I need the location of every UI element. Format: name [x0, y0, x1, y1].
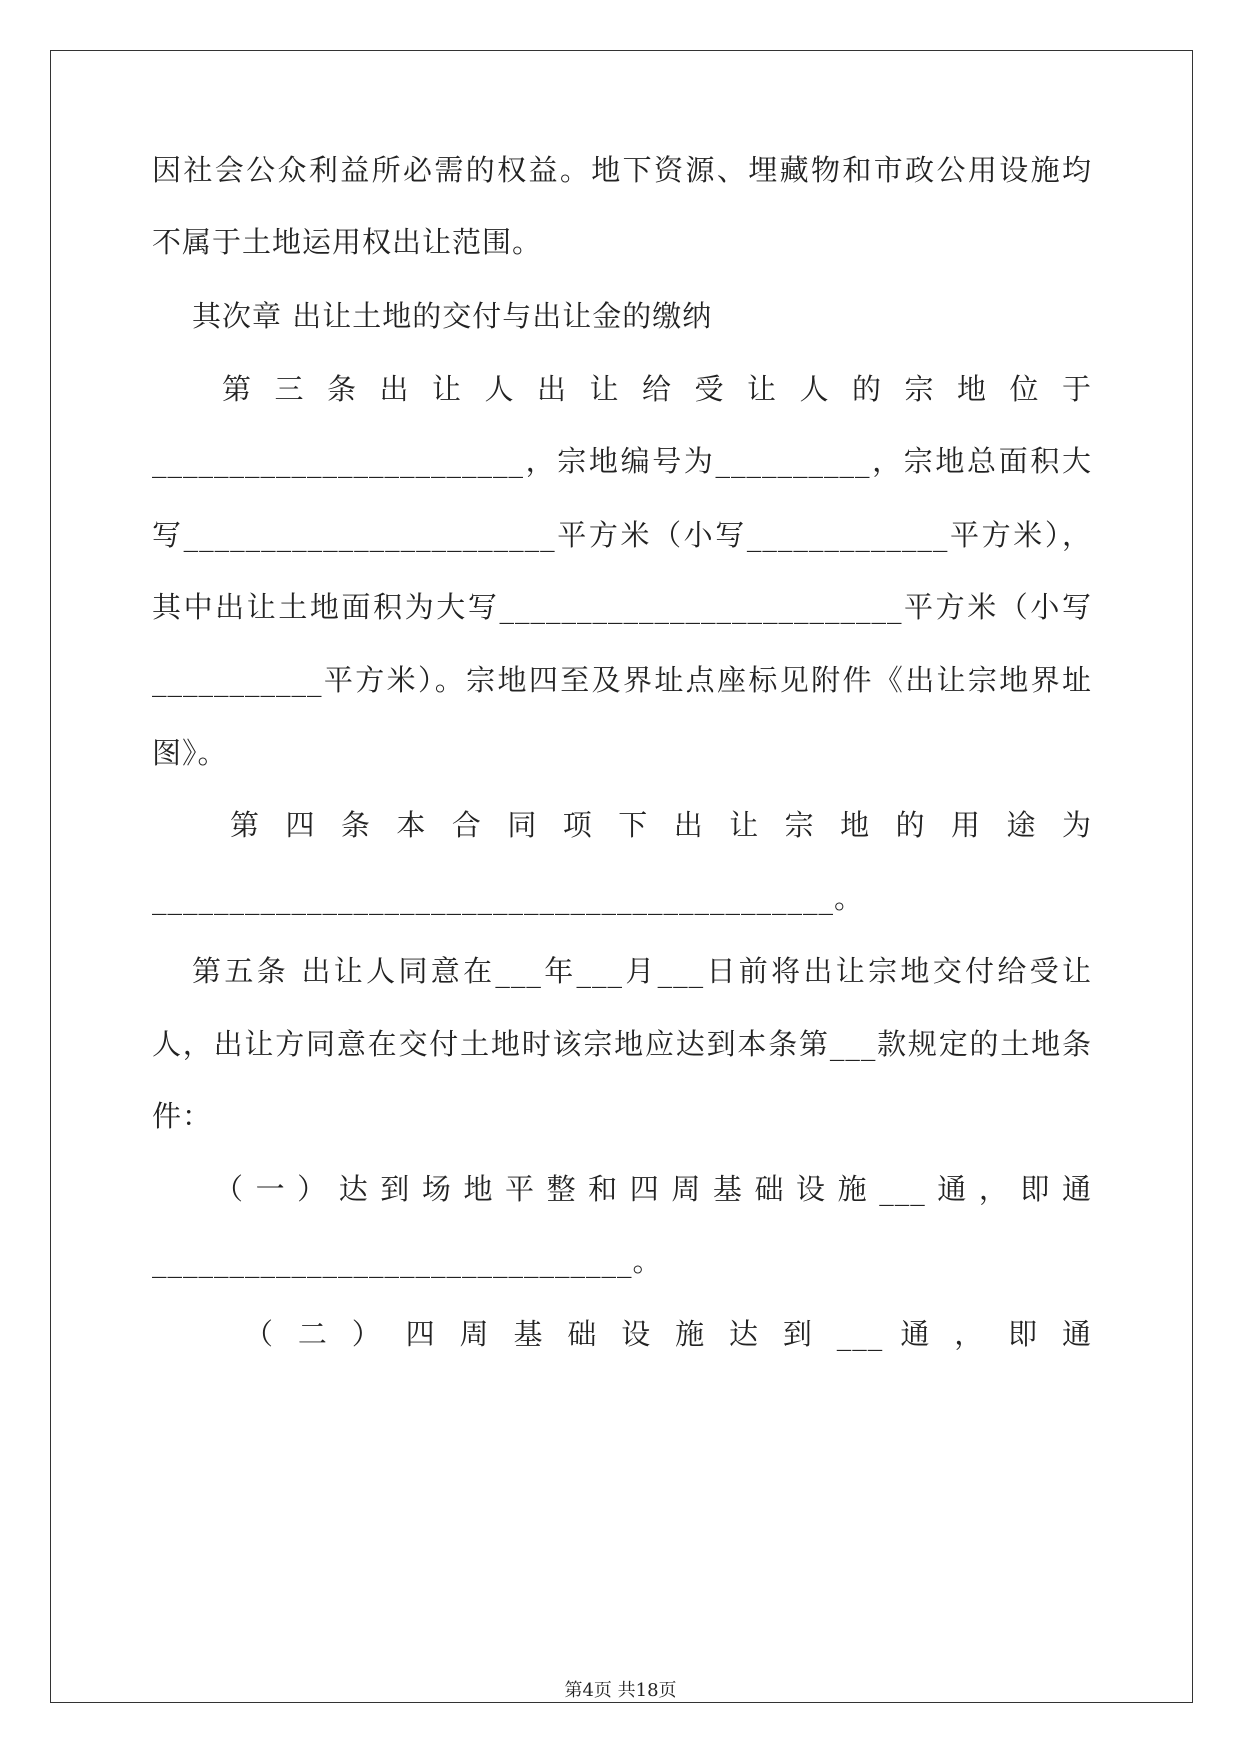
body-line-2: 不属于土地运用权出让范围。 — [152, 225, 543, 259]
article-3-line-4: 其中出让土地面积为大写__________________________平方米（小写 — [152, 590, 1092, 624]
article-3-line-1: 第 三 条 出 让 人 出 让 给 受 让 人 的 宗 地 位 于 — [222, 372, 1092, 406]
page-number-footer: 第4页 共18页 — [564, 1680, 677, 1701]
article-5-line-1: 第五条 出让人同意在___年___月___日前将出让宗地交付给受让 — [192, 954, 1092, 988]
chapter-heading: 其次章 出让土地的交付与出让金的缴纳 — [192, 299, 713, 333]
article-3-line-5: ___________平方米）。宗地四至及界址点座标见附件《出让宗地界址 — [152, 663, 1092, 697]
article-5-line-2: 人，出让方同意在交付土地时该宗地应达到本条第___款规定的土地条 — [152, 1027, 1092, 1061]
article-4-line-2: ____________________________________________。 — [152, 881, 865, 915]
article-3-line-6: 图》。 — [152, 736, 228, 770]
article-5-line-3: 件： — [152, 1099, 213, 1133]
article-3-line-2: ________________________，宗地编号为__________，宗地总面积大 — [152, 444, 1092, 478]
body-line-1: 因社会公众利益所必需的权益。地下资源、埋藏物和市政公用设施均 — [152, 153, 1092, 187]
clause-2-line-1: （ 二 ） 四 周 基 础 设 施 达 到 ___ 通 ， 即 通 — [244, 1317, 1092, 1351]
article-4-line-1: 第 四 条 本 合 同 项 下 出 让 宗 地 的 用 途 为 — [230, 808, 1092, 842]
clause-1-line-2: _______________________________。 — [152, 1244, 663, 1278]
clause-1-line-1: （一）达到场地平整和四周基础设施___通，即通 — [214, 1172, 1092, 1206]
article-3-line-3: 写________________________平方米（小写_____________平方米）， — [152, 518, 1092, 552]
